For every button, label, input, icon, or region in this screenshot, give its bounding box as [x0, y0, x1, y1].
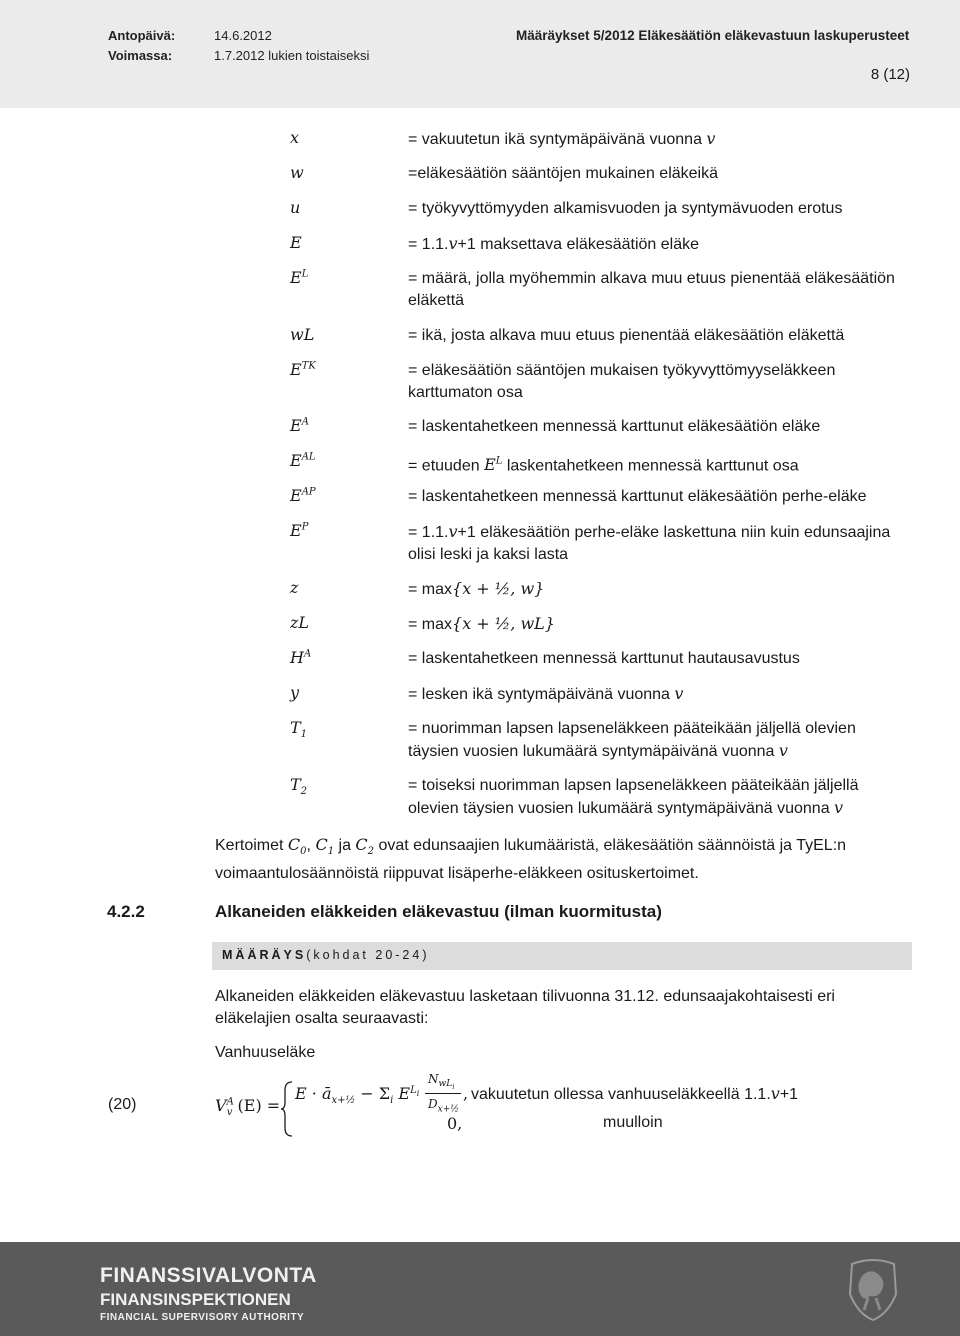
- definition-text: = max{x + ½, w}: [408, 579, 545, 598]
- definition-text: = työkyvyttömyyden alkamisvuoden ja syntymävuoden erotus: [408, 200, 843, 217]
- subheading-vanhuuselake: Vanhuuseläke: [215, 1044, 316, 1061]
- definition-text: = nuorimman lapsen lapseneläkkeen pääteikään jäljellä olevien täysien vuosien lukumäärä syntymäpäivänä vuonna v: [408, 720, 856, 760]
- definition-symbol: $E^{AL}$: [290, 451, 316, 470]
- document-title: Määräykset 5/2012 Eläkesäätiön eläkevastuun laskuperusteet: [516, 28, 910, 43]
- definition-text: = 1.1.v+1 eläkesäätiön perhe-eläke laskettuna niin kuin edunsaajina olisi leski ja kaksi lasta: [408, 522, 891, 563]
- definition-symbol: $E^L$: [290, 268, 309, 287]
- maarays-banner: [212, 942, 912, 970]
- kertoimet-paragraph: Kertoimet $C_0$, $C_1$ ja $C_2$ ovat edunsaajien lukumääristä, eläkesäätiön säännöistä ja TyEL:n voimaantulosäännöistä riippuvat lisäperhe-eläkkeen osituskertoimet.: [215, 835, 847, 883]
- left-brace-icon: [280, 1080, 294, 1138]
- formula-row-1-condition: vakuutetun ollessa vanhuuseläkkeellä 1.1.v+1: [471, 1084, 799, 1103]
- voimassa-value: 1.7.2012 lukien toistaiseksi: [214, 48, 370, 63]
- definition-text: = vakuutetun ikä syntymäpäivänä vuonna v: [408, 129, 716, 148]
- page-number: 8 (12): [870, 66, 910, 83]
- definition-symbol: w: [290, 163, 304, 182]
- definition-symbol: z: [290, 578, 299, 597]
- antopaiva-value: 14.6.2012: [214, 28, 272, 43]
- definition-text: = lesken ikä syntymäpäivänä vuonna v: [408, 684, 684, 703]
- definition-text: = eläkesäätiön sääntöjen mukaisen työkyvyttömyyseläkkeen karttumaton osa: [408, 362, 836, 401]
- voimassa-label: Voimassa:: [108, 48, 173, 63]
- definition-text: = toiseksi nuorimman lapsen lapseneläkkeen pääteikään jäljellä olevien täysien vuosien lukumäärä syntymäpäivänä vuonna v: [408, 777, 859, 817]
- definition-symbol: $E^A$: [290, 416, 309, 435]
- section-title: Alkaneiden eläkkeiden eläkevastuu (ilman kuormitusta): [215, 902, 662, 921]
- formula-lhs: $V^A_v$ (E) =: [215, 1096, 281, 1119]
- lion-emblem-icon: [838, 1254, 908, 1324]
- brand-finnish: FINANSSIVALVONTA: [100, 1264, 317, 1287]
- section-number: 4.2.2: [107, 902, 145, 921]
- definition-text: = etuuden $E^L$ laskentahetkeen mennessä karttunut osa: [408, 455, 799, 475]
- definition-text: = laskentahetkeen mennessä karttunut eläkesäätiön eläke: [408, 418, 821, 435]
- definition-symbol: $E^{AP}$: [290, 486, 316, 505]
- definition-text: = laskentahetkeen mennessä karttunut hautausavustus: [408, 650, 800, 667]
- fraction-numerator: $N_{wL_i}$: [428, 1072, 455, 1092]
- intro-paragraph: Alkaneiden eläkkeiden eläkevastuu lasketaan tilivuonna 31.12. edunsaajakohtaisesti eri eläkelajien osalta seuraavasti:: [215, 988, 835, 1027]
- antopaiva-label: Antopäivä:: [108, 28, 176, 43]
- fraction-denominator: $D_{x+\frac{1}{2}}$: [428, 1097, 459, 1115]
- definition-text: = 1.1.v+1 maksettava eläkesäätiön eläke: [408, 234, 700, 253]
- definition-symbol: wL: [290, 325, 315, 344]
- definition-text: = max{x + ½, wL}: [408, 614, 555, 633]
- definition-text: = laskentahetkeen mennessä karttunut eläkesäätiön perhe-eläke: [408, 488, 867, 505]
- definition-text: = ikä, josta alkava muu etuus pienentää eläkesäätiön eläkettä: [408, 327, 845, 344]
- definition-symbol: $E^P$: [290, 521, 309, 540]
- maarays-text: MÄÄRÄYS(kohdat 20-24): [222, 948, 430, 962]
- formula-row-2-condition: muulloin: [603, 1114, 663, 1131]
- definition-symbol: $T_2$: [290, 775, 308, 798]
- definition-text: =eläkesäätiön sääntöjen mukainen eläkeikä: [408, 165, 718, 182]
- definition-symbol: u: [290, 198, 301, 217]
- page-footer: [0, 1242, 960, 1336]
- definition-symbol: $E^{TK}$: [290, 360, 316, 379]
- brand-english: FINANCIAL SUPERVISORY AUTHORITY: [100, 1312, 305, 1323]
- page-header: [0, 0, 960, 108]
- definition-symbol: E: [290, 233, 302, 252]
- definition-symbol: y: [290, 683, 300, 702]
- fraction-bar: [425, 1093, 461, 1094]
- definition-text: = määrä, jolla myöhemmin alkava muu etuus pienentää eläkesäätiön eläkettä: [408, 270, 895, 309]
- definition-symbol: $H^A$: [290, 648, 312, 667]
- definition-symbol: $T_1$: [290, 718, 308, 741]
- formula-number: (20): [108, 1096, 137, 1113]
- formula-row-1-comma: ,: [463, 1084, 469, 1103]
- definition-symbol: x: [290, 128, 300, 147]
- brand-swedish: FINANSINSPEKTIONEN: [100, 1290, 291, 1309]
- definition-symbol: zL: [290, 613, 310, 632]
- formula-row-1-expr: $E \cdot ā_{x+\frac{1}{2}} - \Sigma_i$ $E^{L_i}$: [295, 1084, 420, 1107]
- formula-row-2-expr: 0,: [447, 1114, 463, 1133]
